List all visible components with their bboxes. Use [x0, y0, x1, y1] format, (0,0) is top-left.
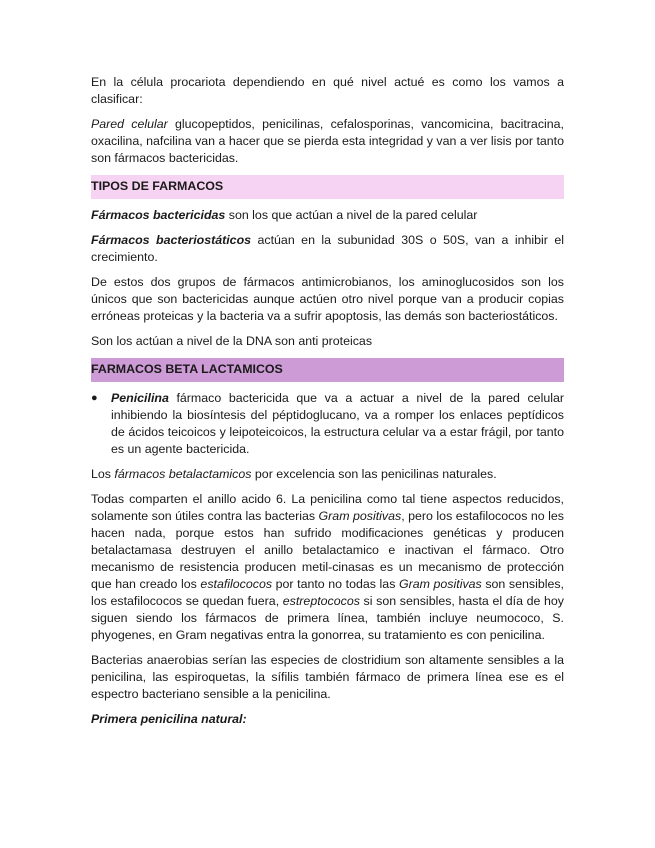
heading-farmacos-beta-lactamicos-text: FARMACOS BETA LACTAMICOS — [91, 362, 283, 376]
paragraph-bacteriostaticos — [91, 232, 564, 266]
term-estafilococos: estafilococos — [200, 577, 273, 591]
paragraph-anaerobias — [91, 652, 564, 703]
term-primera-penicilina-natural: Primera penicilina natural: — [91, 712, 247, 726]
paragraph-betalactamicos — [91, 466, 564, 483]
paragraph-aminoglucosidos-text: De estos dos grupos de fármacos antimicrobianos, los aminoglucosidos son los únicos que son bactericidas aunque actúen otro nivel porque van a producir copias erróneas proteicas y la bacteria va a sufrir apoptosis, las demás son bacteriostáticos. — [91, 275, 564, 323]
paragraph-anaerobias-text: Bacterias anaerobias serían las especies de clostridium son altamente sensibles a la penicilina, las espiroquetas, la sífilis también fármaco de primera línea ese es el espectro bacteriano sensible a la penicilina. — [91, 653, 564, 701]
paragraph-dna — [91, 333, 564, 350]
paragraph-intro — [91, 74, 564, 108]
paragraph-bactericidas-text: son los que actúan a nivel de la pared celular — [225, 208, 478, 222]
heading-tipos-de-farmacos-text: TIPOS DE FARMACOS — [91, 179, 224, 193]
heading-farmacos-beta-lactamicos — [91, 358, 564, 382]
text-segment: , pero los estafilococos no les hacen nada, porque estos han sufrido modificaciones genéticas y producen betalactamasa destruyen el anillo betalactamico e inactivan el fármaco. Otro mecanismo de resistencia producen metil-cinasas es un mecanismo de protección que han creado los — [91, 509, 564, 591]
text-segment: Todas comparten el anillo acido 6. La penicilina como tal tiene aspectos reducidos, solamente son útiles contra las bacterias — [91, 492, 564, 523]
text-segment: son sensibles, los estafilococos se quedan fuera, — [91, 577, 564, 608]
term-gram-positivas: Gram positivas — [398, 577, 482, 591]
paragraph-bacteriostaticos-text: actúan en la subunidad 30S o 50S, van a inhibir el crecimiento. — [91, 233, 564, 264]
term-farmacos-betalactamicos: fármacos betalactamicos — [114, 467, 252, 481]
term-penicilina: Penicilina — [111, 391, 169, 405]
paragraph-dna-text: Son los actúan a nivel de la DNA son anti proteicas — [91, 334, 373, 348]
term-pared-celular: Pared celular — [91, 117, 168, 131]
term-estreptococos: estreptococos — [282, 594, 360, 608]
paragraph-primera-penicilina — [91, 711, 564, 728]
document-body — [91, 74, 564, 736]
term-gram-positivas: Gram positivas — [318, 509, 402, 523]
list-item-penicilina-text: fármaco bactericida que va a actuar a nivel de la pared celular inhibiendo la biosíntesis del péptidoglucano, va a romper los enlaces peptídicos de ácidos teicoicos y leipoteicoicos, la estructura celular va a estar frágil, por tanto es un agente bactericida. — [111, 391, 564, 456]
term-farmacos-bactericidas: Fármacos bactericidas — [91, 208, 226, 222]
bullet-marker: ● — [91, 392, 98, 404]
paragraph-pared-celular-text: glucopeptidos, penicilinas, cefalosporinas, vancomicina, bacitracina, oxacilina, nafcilina van a hacer que se pierda esta integridad y van a ver lisis por tanto son fármacos bactericidas. — [91, 117, 564, 165]
paragraph-bactericidas — [91, 207, 564, 224]
paragraph-pared-celular — [91, 116, 564, 167]
list-item-penicilina — [91, 390, 564, 458]
text-segment: por excelencia son las penicilinas naturales. — [251, 467, 497, 481]
paragraph-intro-text: En la célula procariota dependiendo en qué nivel actué es como los vamos a clasificar: — [91, 75, 564, 106]
text-segment: si son sensibles, hasta el día de hoy siguen siendo los fármacos de primera línea, también incluye neumococo, S. phyogenes, en Gram negativas entra la gonorrea, su tratamiento es con penicilina. — [91, 594, 564, 642]
paragraph-aminoglucosidos — [91, 274, 564, 325]
heading-tipos-de-farmacos — [91, 175, 564, 199]
term-farmacos-bacteriostaticos: Fármacos bacteriostáticos — [91, 233, 252, 247]
text-segment: por tanto no todas las — [272, 577, 399, 591]
paragraph-anillo-acido — [91, 491, 564, 644]
text-segment: Los — [91, 467, 115, 481]
